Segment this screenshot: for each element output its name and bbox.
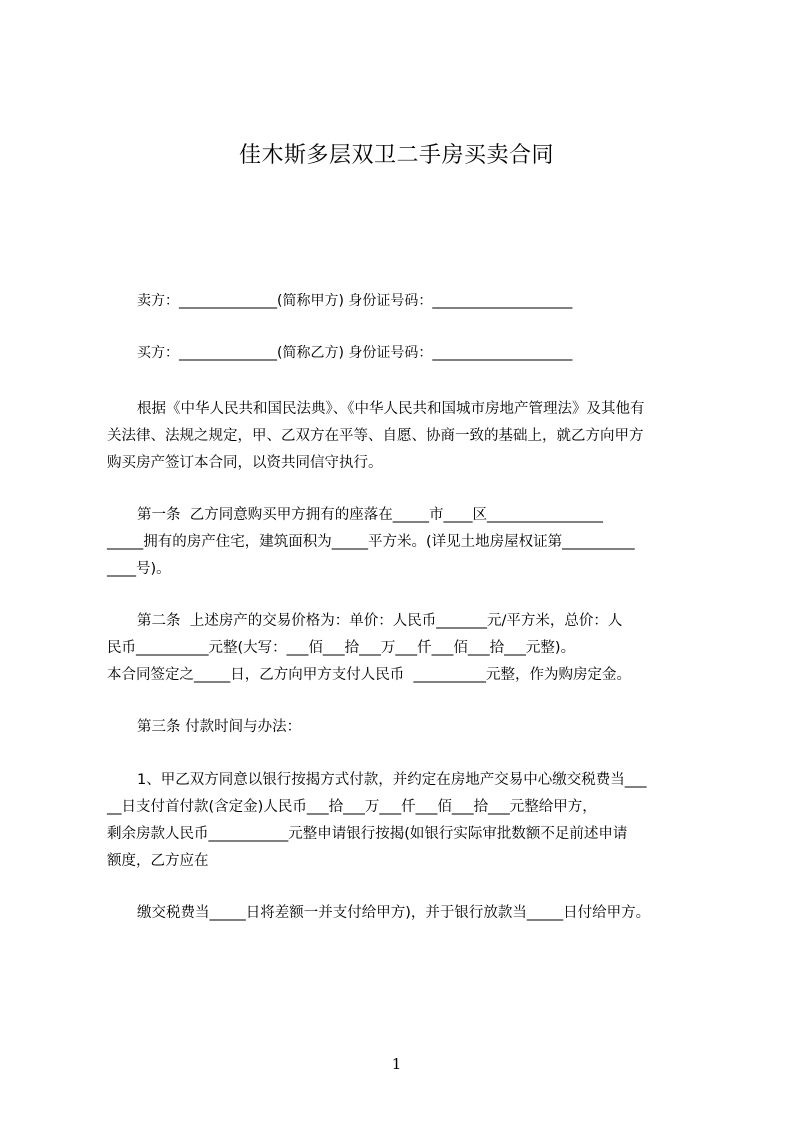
contract-title: 佳木斯多层双卫二手房买卖合同 <box>238 143 554 168</box>
seller-line: 卖方：______________(简称甲方) 身份证号码：____________________ <box>137 293 573 309</box>
article2-line-1: 第二条 上述房产的交易价格为：单价：人民币_______元/平方米，总价：人 <box>137 613 623 629</box>
article3-heading: 第三条 付款时间与办法： <box>137 719 302 735</box>
article1-line-1: 第一条 乙方同意购买甲方拥有的座落在_____市____区________________ <box>137 507 603 523</box>
article2-line-2: 民币__________元整(大写：___佰___拾___万___仟___佰___拾___元整)。 <box>107 640 576 656</box>
article1-line-3: ____号)。 <box>107 561 171 577</box>
preamble-line-2: 关法律、法规之规定，甲、乙双方在平等、自愿、协商一致的基础上，就乙方向甲方 <box>107 428 644 444</box>
clause1-line-1: 1、甲乙双方同意以银行按揭方式付款，并约定在房地产交易中心缴交税费当___ <box>137 772 647 788</box>
clause1-continuation: 缴交税费当_____日将差额一并支付给甲方)，并于银行放款当_____日付给甲方。 <box>137 905 651 921</box>
clause1-line-3: 剩余房款人民币___________元整申请银行按揭(如银行实际审批数额不足前述申请 <box>107 826 628 842</box>
clause1-line-4: 额度，乙方应在 <box>107 853 209 869</box>
preamble-line-1: 根据《中华人民共和国民法典》、《中华人民共和国城市房地产管理法》及其他有 <box>137 401 645 417</box>
article2-line-3: 本合同签定之_____日，乙方向甲方支付人民币 __________元整，作为购房定金。 <box>107 667 631 683</box>
preamble-line-3: 购买房产签订本合同，以资共同信守执行。 <box>107 455 383 471</box>
article1-line-2: _____拥有的房产住宅，建筑面积为_____平方米。(详见土地房屋权证第__________ <box>107 534 635 550</box>
page-number: 1 <box>391 1055 402 1073</box>
buyer-line: 买方：______________(简称乙方) 身份证号码：____________________ <box>137 345 573 361</box>
clause1-line-2: __日支付首付款(含定金)人民币___拾___万___仟___佰___拾___元整给甲方， <box>107 799 597 815</box>
